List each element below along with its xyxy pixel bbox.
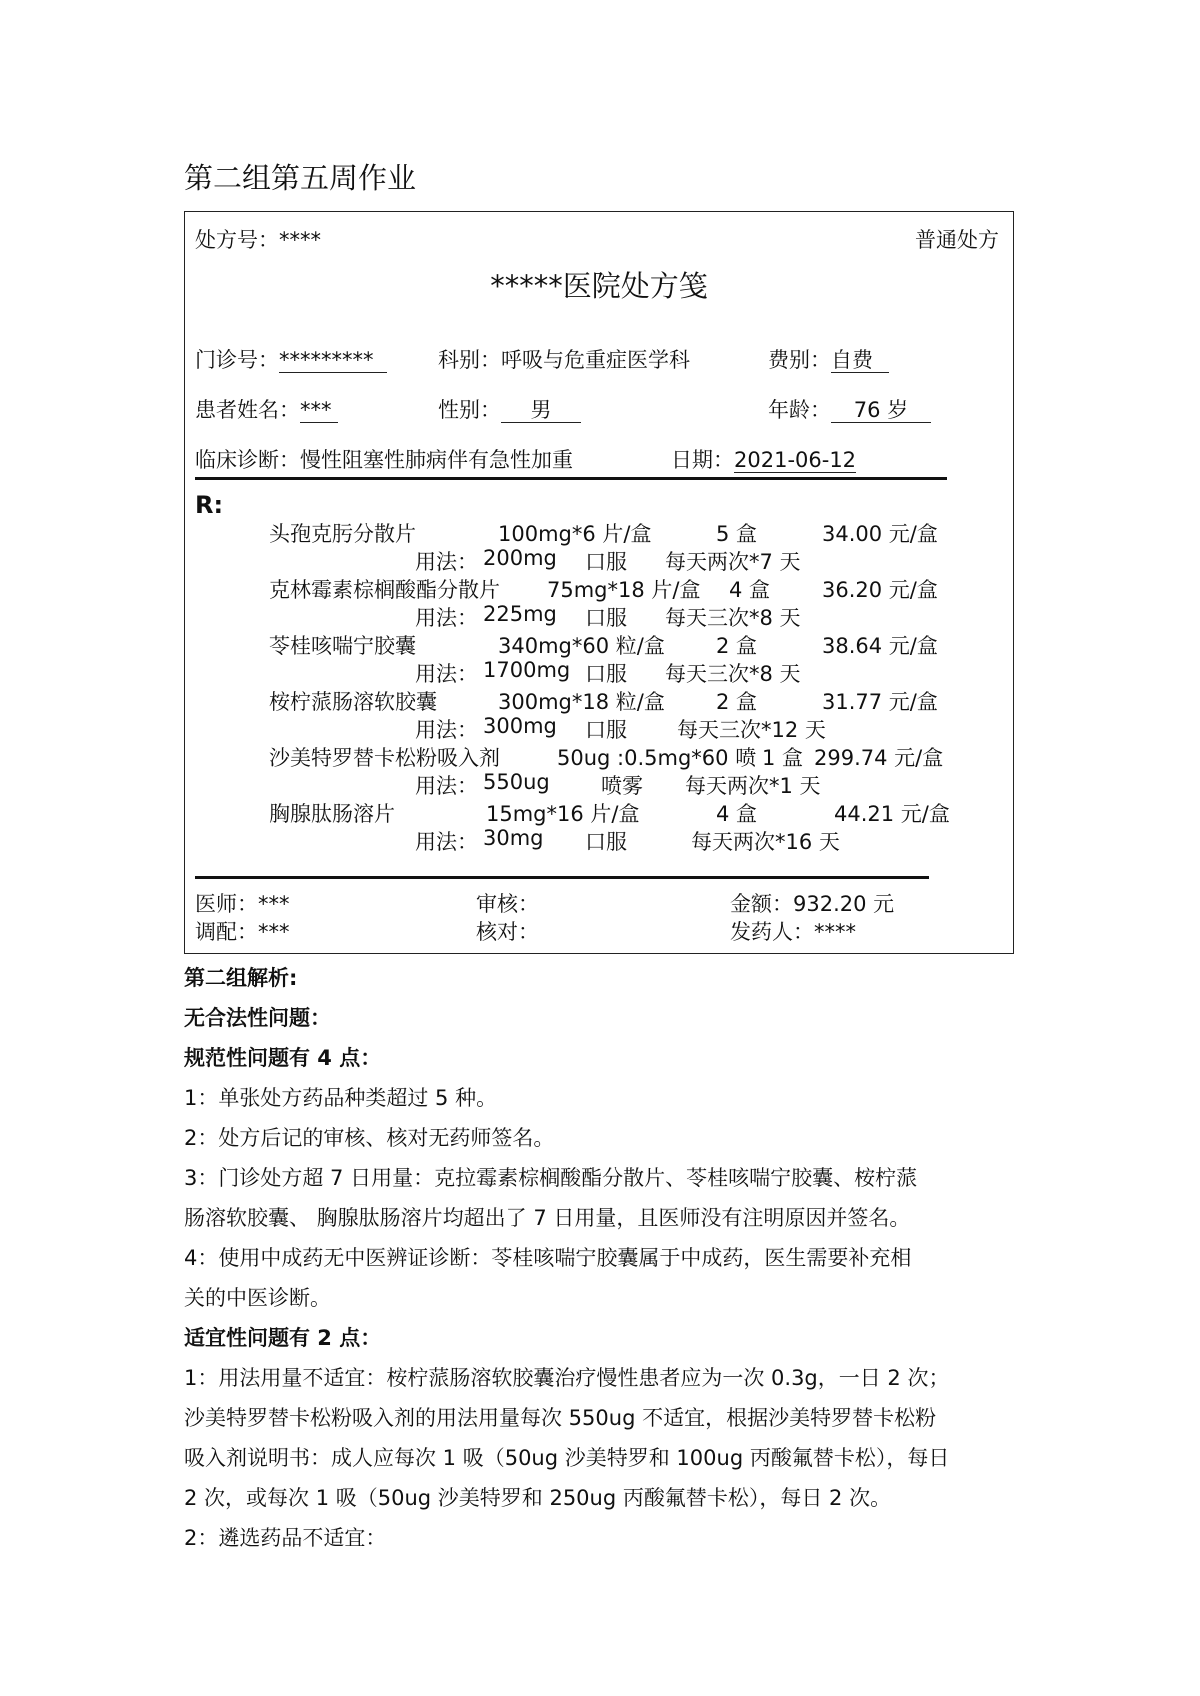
med-qty: 2 盒	[716, 690, 758, 714]
med-frequency: 每天两次*16 天	[691, 830, 840, 854]
diagnosis-label: 临床诊断：	[195, 448, 300, 472]
issuer-value: ****	[814, 920, 856, 944]
normative-item-4-line-1: 4：使用中成药无中医辨证诊断：苓桂咳喘宁胶囊属于中成药，医生需要补充相	[184, 1246, 912, 1270]
sex	[438, 394, 581, 424]
med-frequency: 每天两次*1 天	[685, 774, 821, 798]
document-title: 第二组第五周作业	[184, 161, 417, 195]
med-qty: 5 盒	[716, 522, 758, 546]
prescription-date	[671, 444, 856, 474]
legality-note: 无合法性问题：	[184, 1006, 331, 1030]
med-route: 口服	[585, 718, 627, 742]
clinic-number	[195, 344, 387, 374]
date-label: 日期：	[671, 448, 734, 472]
med-qty: 1 盒	[762, 746, 804, 770]
rx-number	[195, 224, 321, 254]
analysis-heading: 第二组解析:	[184, 966, 298, 990]
rx-symbol: R:	[195, 491, 224, 519]
dispenser-value: ***	[258, 920, 290, 944]
patient-name-value: ***	[300, 399, 338, 423]
doctor-label: 医师：	[195, 892, 258, 916]
hospital-title: *****医院处方笺	[490, 269, 708, 303]
suitability-heading: 适宜性问题有 2 点：	[184, 1326, 382, 1350]
med-route: 口服	[585, 662, 627, 686]
med-frequency: 每天三次*8 天	[665, 606, 801, 630]
med-spec: 50ug :0.5mg*60 喷	[557, 746, 757, 770]
usage-label: 用法：	[415, 662, 478, 686]
med-dose: 300mg	[483, 714, 557, 738]
suitability-item-1-line-4: 2 次，或每次 1 吸（50ug 沙美特罗和 250ug 丙酸氟替卡松），每日 2 次。	[184, 1486, 892, 1510]
usage-label: 用法：	[415, 830, 478, 854]
med-price: 36.20 元/盒	[822, 578, 938, 602]
normative-item-3-line-2: 肠溶软胶囊、 胸腺肽肠溶片均超出了 7 日用量，且医师没有注明原因并签名。	[184, 1206, 911, 1230]
med-qty: 4 盒	[729, 578, 771, 602]
med-name: 克林霉素棕榈酸酯分散片	[269, 578, 500, 602]
med-dose: 225mg	[483, 602, 557, 626]
patient-name	[195, 394, 338, 424]
med-frequency: 每天三次*8 天	[665, 662, 801, 686]
normative-heading: 规范性问题有 4 点：	[184, 1046, 382, 1070]
med-dose: 1700mg	[483, 658, 571, 682]
doctor-value: ***	[258, 892, 290, 916]
usage-label: 用法：	[415, 550, 478, 574]
fee-type	[768, 344, 889, 374]
normative-item-3-line-1: 3：门诊处方超 7 日用量：克拉霉素棕榈酸酯分散片、苓桂咳喘宁胶囊、桉柠蒎	[184, 1166, 918, 1190]
header-divider	[195, 477, 947, 480]
issuer	[730, 916, 856, 946]
date-value: 2021-06-12	[734, 448, 857, 472]
rx-number-value: ****	[279, 228, 321, 252]
footer-divider	[195, 876, 929, 879]
med-name: 桉柠蒎肠溶软胶囊	[269, 690, 437, 714]
med-route: 口服	[585, 830, 627, 854]
clinic-number-label: 门诊号：	[195, 348, 279, 372]
med-dose: 550ug	[483, 770, 550, 794]
med-price: 44.21 元/盒	[834, 802, 950, 826]
usage-label: 用法：	[415, 774, 478, 798]
diagnosis-value: 慢性阻塞性肺病伴有急性加重	[300, 448, 573, 472]
check-label: 核对：	[476, 920, 539, 944]
dispenser	[195, 916, 290, 946]
med-dose: 30mg	[483, 826, 544, 850]
department	[438, 344, 690, 374]
med-route: 喷雾	[601, 774, 643, 798]
issuer-label: 发药人：	[730, 920, 814, 944]
suitability-item-1-line-3: 吸入剂说明书：成人应每次 1 吸（50ug 沙美特罗和 100ug 丙酸氟替卡松），每日	[184, 1446, 950, 1470]
doctor	[195, 888, 290, 918]
med-spec: 300mg*18 粒/盒	[498, 690, 665, 714]
suitability-item-1-line-2: 沙美特罗替卡松粉吸入剂的用法用量每次 550ug 不适宜，根据沙美特罗替卡松粉	[184, 1406, 937, 1430]
department-value: 呼吸与危重症医学科	[501, 348, 690, 372]
med-spec: 15mg*16 片/盒	[486, 802, 640, 826]
dispenser-label: 调配：	[195, 920, 258, 944]
age	[768, 394, 931, 424]
med-spec: 100mg*6 片/盒	[498, 522, 652, 546]
normative-item-1: 1：单张处方药品种类超过 5 种。	[184, 1086, 498, 1110]
department-label: 科别：	[438, 348, 501, 372]
med-route: 口服	[585, 606, 627, 630]
amount-value: 932.20 元	[793, 892, 895, 916]
med-dose: 200mg	[483, 546, 557, 570]
normative-item-2: 2：处方后记的审核、核对无药师签名。	[184, 1126, 555, 1150]
review-label: 审核：	[476, 892, 539, 916]
usage-label: 用法：	[415, 718, 478, 742]
med-name: 沙美特罗替卡松粉吸入剂	[269, 746, 500, 770]
prescription-form	[184, 211, 1014, 954]
med-name: 头孢克肟分散片	[269, 522, 416, 546]
rx-type: 普通处方	[915, 228, 999, 252]
med-price: 31.77 元/盒	[822, 690, 938, 714]
med-route: 口服	[585, 550, 627, 574]
normative-item-4-line-2: 关的中医诊断。	[184, 1286, 331, 1310]
med-name: 苓桂咳喘宁胶囊	[269, 634, 416, 658]
med-price: 34.00 元/盒	[822, 522, 938, 546]
diagnosis	[195, 444, 573, 474]
amount	[730, 888, 894, 918]
sex-label: 性别：	[438, 398, 501, 422]
clinic-number-value: *********	[279, 349, 387, 373]
fee-type-value: 自费	[831, 349, 889, 373]
med-spec: 340mg*60 粒/盒	[498, 634, 665, 658]
age-value: 76 岁	[831, 399, 931, 423]
patient-name-label: 患者姓名：	[195, 398, 300, 422]
fee-type-label: 费别：	[768, 348, 831, 372]
suitability-item-1-line-1: 1：用法用量不适宜：桉柠蒎肠溶软胶囊治疗慢性患者应为一次 0.3g，一日 2 次；	[184, 1366, 950, 1390]
med-qty: 4 盒	[716, 802, 758, 826]
rx-number-label: 处方号：	[195, 228, 279, 252]
med-frequency: 每天两次*7 天	[665, 550, 801, 574]
med-qty: 2 盒	[716, 634, 758, 658]
med-price: 38.64 元/盒	[822, 634, 938, 658]
amount-label: 金额：	[730, 892, 793, 916]
sex-value: 男	[501, 399, 581, 423]
med-name: 胸腺肽肠溶片	[269, 802, 395, 826]
med-spec: 75mg*18 片/盒	[547, 578, 701, 602]
age-label: 年龄：	[768, 398, 831, 422]
suitability-item-2: 2：遴选药品不适宜：	[184, 1526, 387, 1550]
usage-label: 用法：	[415, 606, 478, 630]
med-frequency: 每天三次*12 天	[677, 718, 826, 742]
med-price: 299.74 元/盒	[814, 746, 944, 770]
